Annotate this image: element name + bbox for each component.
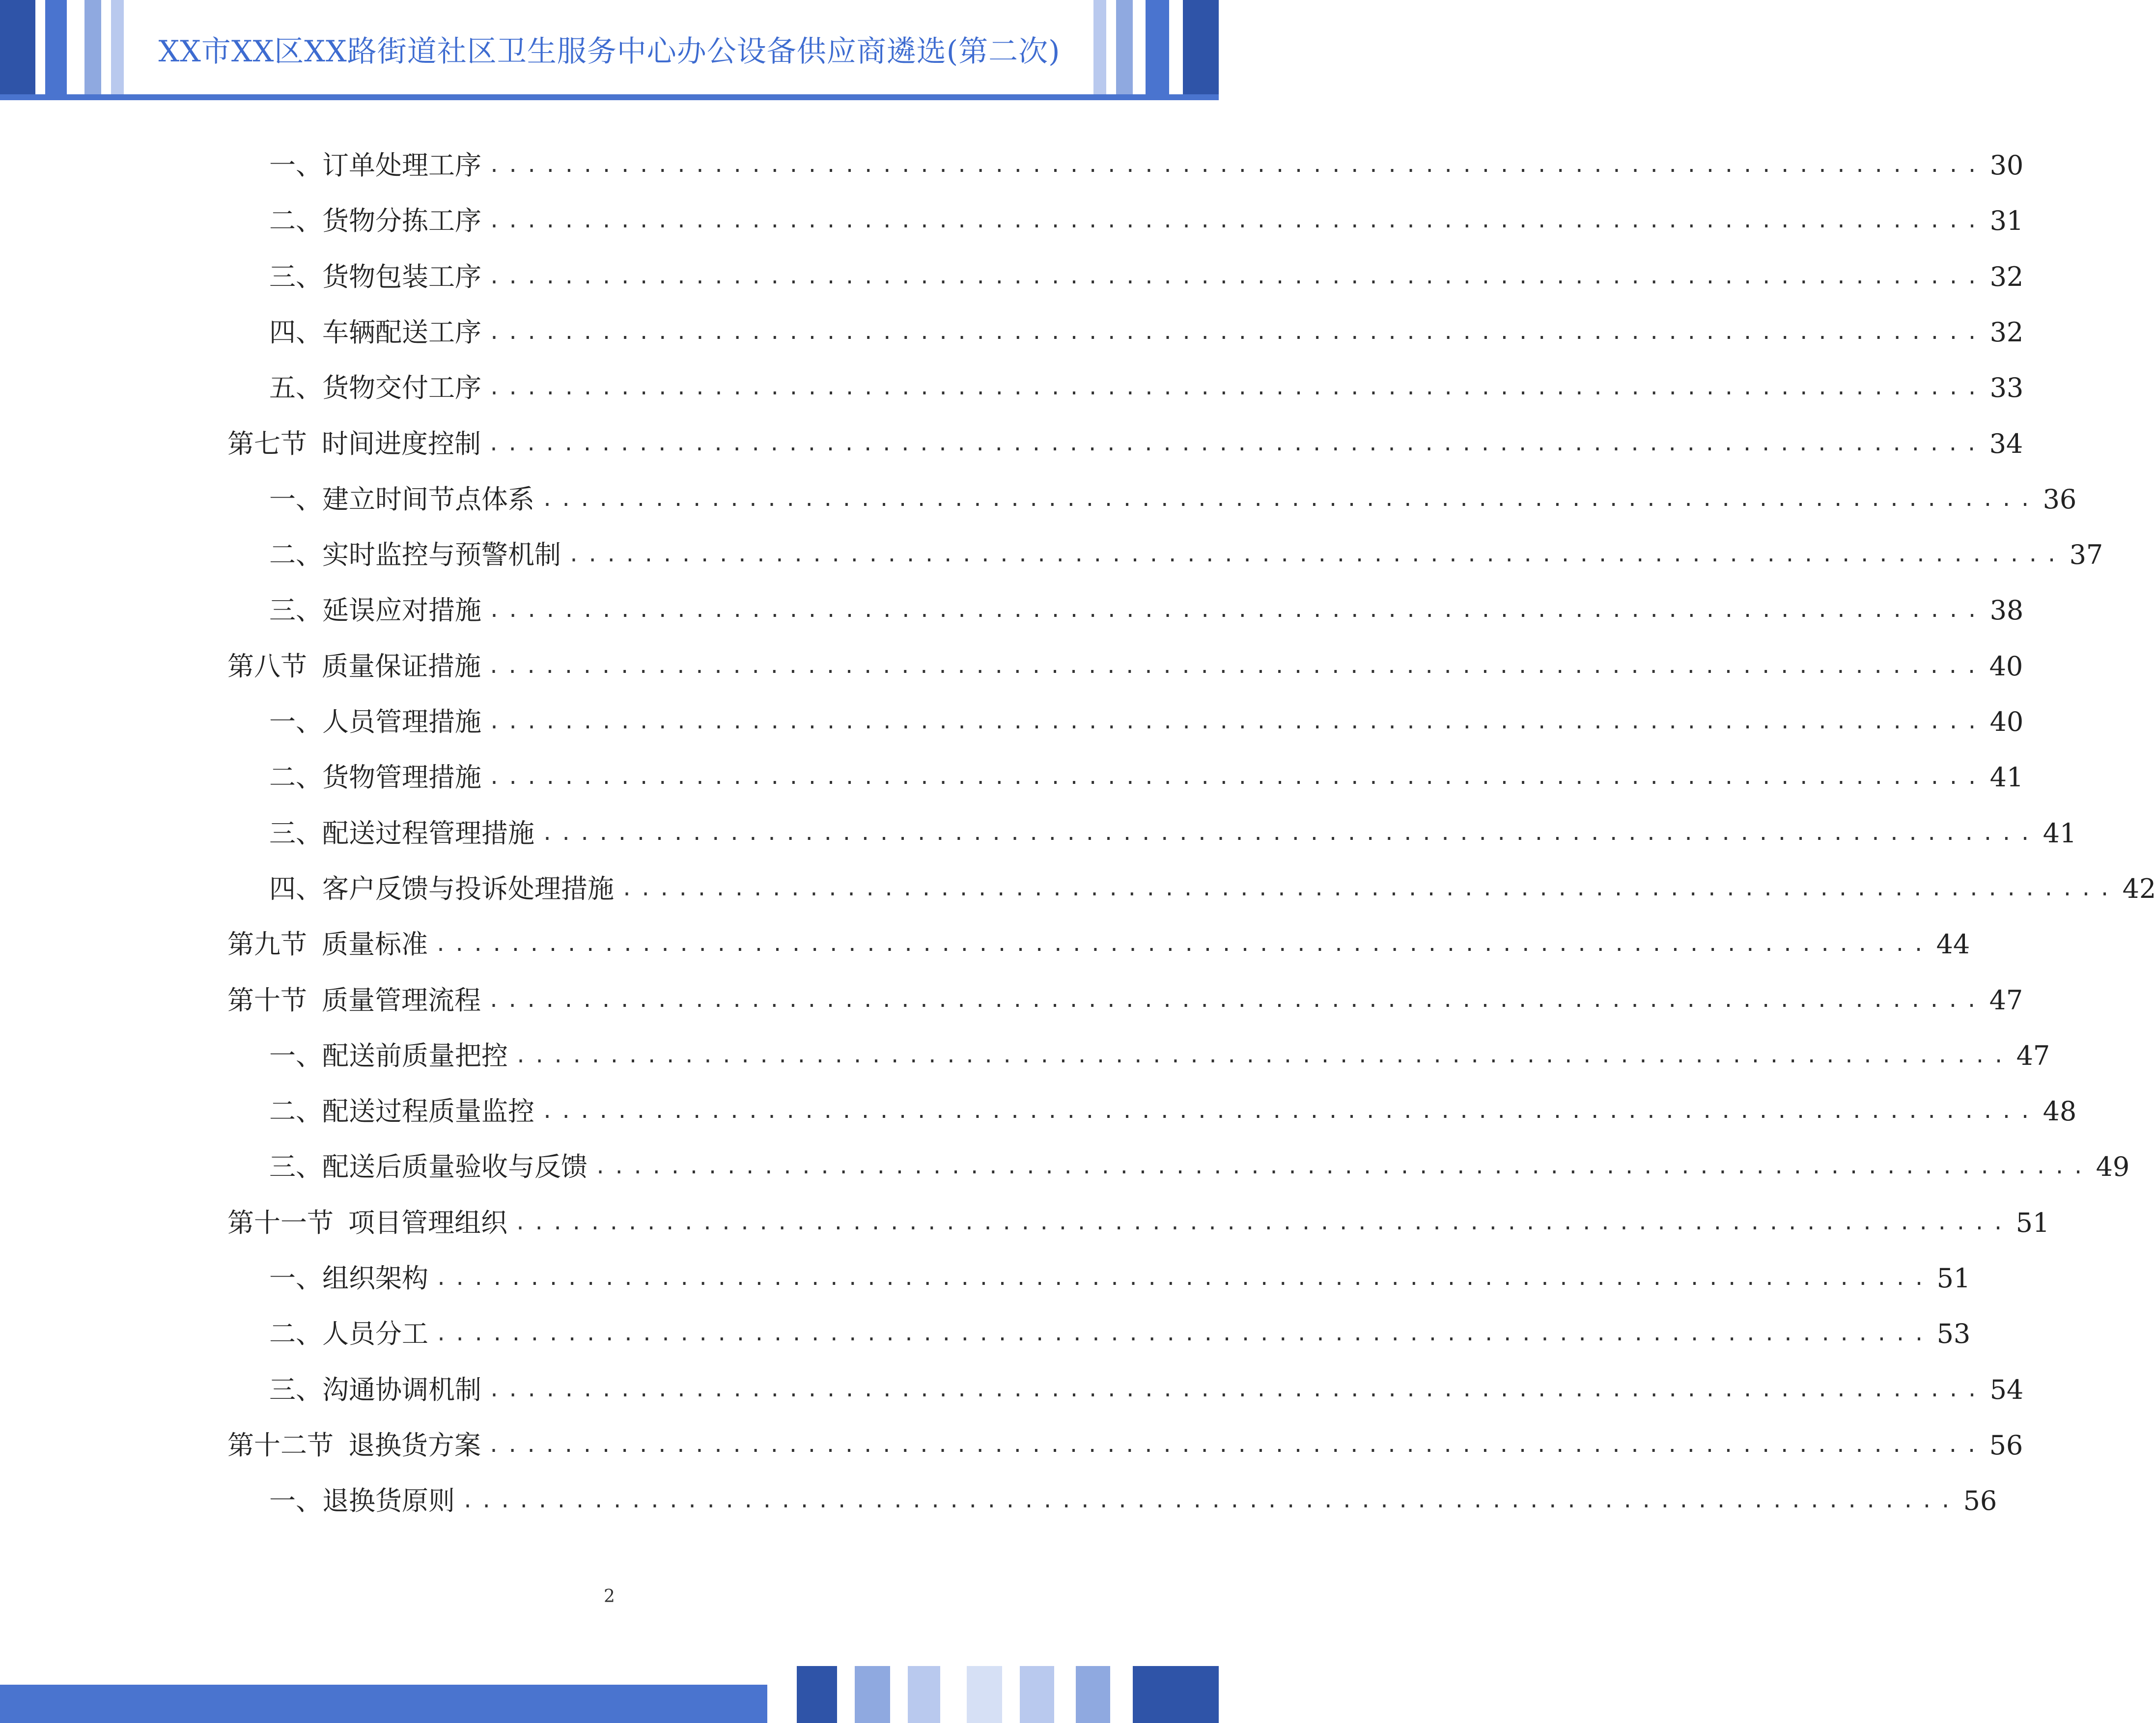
footer-decor-block bbox=[855, 1666, 890, 1723]
header-decor-bar bbox=[84, 0, 101, 94]
toc-entry-page: 47 bbox=[1989, 984, 2023, 1016]
toc-entry-page: 42 bbox=[2122, 873, 2156, 904]
toc-dot-leader: ................................................................................ bbox=[488, 265, 1985, 288]
toc-dot-leader: ................................................................................ bbox=[488, 599, 1985, 622]
toc-entry-number: 第十一节 bbox=[227, 1207, 334, 1238]
toc-dot-leader: ................................................................................ bbox=[488, 711, 1985, 733]
toc-entry-number: 一、 bbox=[269, 706, 322, 737]
toc-entry-title: 组织架构 bbox=[322, 1263, 428, 1294]
toc-entry-page: 32 bbox=[1989, 316, 2024, 348]
toc-entry-title: 项目管理组织 bbox=[348, 1207, 507, 1238]
page-header bbox=[0, 0, 1219, 106]
toc-entry-title: 建立时间节点体系 bbox=[322, 483, 534, 515]
toc-entry-title: 车辆配送工序 bbox=[322, 316, 481, 348]
toc-entry-number: 一、 bbox=[269, 150, 322, 181]
toc-entry-number: 一、 bbox=[269, 483, 322, 515]
toc-dot-leader: ................................................................................ bbox=[568, 544, 2065, 567]
toc-dot-leader: ................................................................................ bbox=[488, 154, 1985, 177]
toc-entry[interactable] bbox=[269, 250, 2024, 305]
toc-entry-page: 38 bbox=[1989, 595, 2024, 626]
toc-entry[interactable] bbox=[227, 973, 2023, 1028]
toc-entry[interactable] bbox=[269, 194, 2024, 249]
toc-entry[interactable] bbox=[269, 528, 2103, 583]
toc-dot-leader: ................................................................................ bbox=[488, 766, 1985, 789]
toc-entry[interactable] bbox=[269, 1473, 1997, 1528]
toc-entry-title: 退换货方案 bbox=[348, 1429, 481, 1461]
footer-decor-block bbox=[908, 1666, 940, 1723]
toc-dot-leader: ................................................................................ bbox=[488, 1378, 1985, 1401]
toc-entry[interactable] bbox=[269, 1084, 2077, 1139]
toc-dot-leader: ................................................................................ bbox=[488, 432, 1985, 455]
toc-entry-number: 四、 bbox=[269, 316, 322, 348]
toc-entry[interactable] bbox=[269, 1251, 1971, 1306]
toc-entry-page: 53 bbox=[1936, 1318, 1971, 1350]
toc-dot-leader: ................................................................................ bbox=[488, 989, 1985, 1012]
toc-entry-number: 三、 bbox=[269, 817, 322, 849]
toc-entry-number: 五、 bbox=[269, 372, 322, 404]
toc-entry-title: 实时监控与预警机制 bbox=[322, 539, 561, 571]
toc-dot-leader: ................................................................................ bbox=[594, 1156, 2091, 1179]
toc-entry-page: 56 bbox=[1989, 1429, 2023, 1461]
toc-entry-number: 第八节 bbox=[227, 650, 307, 682]
toc-dot-leader: ................................................................................ bbox=[488, 321, 1985, 344]
toc-entry-page: 48 bbox=[2043, 1096, 2077, 1127]
toc-entry-page: 41 bbox=[1989, 762, 2024, 793]
header-decor-bar bbox=[0, 0, 35, 94]
toc-entry-title: 沟通协调机制 bbox=[322, 1374, 481, 1405]
toc-entry[interactable] bbox=[269, 1306, 1971, 1362]
header-divider bbox=[0, 94, 1219, 100]
toc-entry-number: 二、 bbox=[269, 539, 322, 571]
toc-dot-leader: ................................................................................ bbox=[435, 1323, 1932, 1346]
toc-entry[interactable] bbox=[227, 417, 2023, 472]
toc-entry[interactable] bbox=[269, 1139, 2130, 1195]
header-decor-bar bbox=[1116, 0, 1133, 94]
toc-entry[interactable] bbox=[269, 472, 2077, 527]
toc-entry-title: 订单处理工序 bbox=[322, 150, 481, 181]
toc-entry-page: 34 bbox=[1989, 428, 2023, 459]
footer-decor-bar bbox=[0, 1685, 767, 1723]
toc-entry-title: 货物交付工序 bbox=[322, 372, 481, 404]
toc-entry-title: 货物分拣工序 bbox=[322, 205, 481, 237]
toc-entry[interactable] bbox=[227, 917, 1970, 972]
toc-dot-leader: ................................................................................ bbox=[435, 1267, 1932, 1290]
toc-entry-page: 40 bbox=[1989, 706, 2024, 737]
toc-entry-number: 二、 bbox=[269, 205, 322, 237]
toc-entry[interactable] bbox=[227, 1418, 2023, 1473]
toc-entry-page: 30 bbox=[1989, 150, 2024, 181]
document-title: XX市XX区XX路街道社区卫生服务中心办公设备供应商遴选(第二次) bbox=[158, 34, 1061, 69]
toc-entry-page: 36 bbox=[2043, 483, 2077, 515]
toc-entry-page: 47 bbox=[2016, 1040, 2050, 1071]
toc-entry-page: 49 bbox=[2096, 1151, 2130, 1183]
toc-dot-leader: ................................................................................ bbox=[488, 1434, 1985, 1457]
toc-entry-number: 二、 bbox=[269, 1096, 322, 1127]
toc-entry-page: 33 bbox=[1989, 372, 2024, 404]
toc-dot-leader: ................................................................................ bbox=[488, 377, 1985, 400]
toc-dot-leader: ................................................................................ bbox=[541, 822, 2038, 845]
page-number: 2 bbox=[604, 1586, 615, 1607]
toc-entry-title: 配送过程质量监控 bbox=[322, 1096, 534, 1127]
toc-dot-leader: ................................................................................ bbox=[541, 488, 2038, 511]
footer-decor-block bbox=[967, 1666, 1002, 1723]
toc-entry-number: 二、 bbox=[269, 1318, 322, 1350]
toc-entry-page: 51 bbox=[1936, 1263, 1971, 1294]
header-decor-bar bbox=[1183, 0, 1219, 94]
footer-decor-block bbox=[1020, 1666, 1054, 1723]
toc-entry-title: 客户反馈与投诉处理措施 bbox=[322, 873, 614, 904]
toc-entry-number: 第七节 bbox=[227, 428, 307, 459]
toc-entry-number: 第十二节 bbox=[227, 1429, 334, 1461]
toc-entry-number: 三、 bbox=[269, 1374, 322, 1405]
toc-entry-title: 配送前质量把控 bbox=[322, 1040, 508, 1071]
toc-entry-number: 三、 bbox=[269, 595, 322, 626]
toc-dot-leader: ................................................................................ bbox=[514, 1211, 2011, 1234]
footer-decor-block bbox=[1076, 1666, 1110, 1723]
toc-entry[interactable] bbox=[269, 1028, 2050, 1084]
toc-entry-page: 44 bbox=[1936, 929, 1970, 960]
toc-entry-page: 37 bbox=[2069, 539, 2103, 571]
toc-entry-page: 51 bbox=[2016, 1207, 2050, 1238]
header-decor-bar bbox=[1093, 0, 1106, 94]
toc-entry-title: 配送过程管理措施 bbox=[322, 817, 534, 849]
toc-entry[interactable] bbox=[269, 1362, 2024, 1417]
toc-entry-title: 配送后质量验收与反馈 bbox=[322, 1151, 588, 1183]
toc-entry-title: 质量保证措施 bbox=[322, 650, 481, 682]
toc-entry-number: 一、 bbox=[269, 1485, 322, 1517]
toc-entry-title: 货物管理措施 bbox=[322, 762, 481, 793]
toc-entry-page: 56 bbox=[1963, 1485, 1997, 1517]
toc-entry-number: 第九节 bbox=[227, 929, 307, 960]
toc-entry-title: 货物包装工序 bbox=[322, 261, 481, 292]
toc-entry-title: 延误应对措施 bbox=[322, 595, 481, 626]
toc-entry-title: 质量标准 bbox=[322, 929, 428, 960]
toc-entry[interactable] bbox=[269, 361, 2024, 416]
toc-entry-number: 四、 bbox=[269, 873, 322, 904]
toc-dot-leader: ................................................................................ bbox=[488, 655, 1985, 678]
toc-entry-page: 54 bbox=[1989, 1374, 2024, 1405]
toc-dot-leader: ................................................................................ bbox=[488, 210, 1985, 233]
toc-entry[interactable] bbox=[227, 1195, 2050, 1251]
toc-entry-number: 一、 bbox=[269, 1263, 322, 1294]
toc-entry-title: 质量管理流程 bbox=[322, 984, 481, 1016]
toc-entry[interactable] bbox=[227, 639, 2023, 694]
toc-entry-title: 人员分工 bbox=[322, 1318, 428, 1350]
toc-entry-number: 三、 bbox=[269, 1151, 322, 1183]
toc-dot-leader: ................................................................................ bbox=[515, 1044, 2012, 1067]
footer-decor-block bbox=[797, 1666, 837, 1723]
toc-dot-leader: ................................................................................ bbox=[541, 1100, 2038, 1123]
toc-entry[interactable] bbox=[269, 806, 2077, 861]
toc-entry[interactable] bbox=[269, 583, 2024, 638]
header-decor-bar bbox=[45, 0, 67, 94]
footer-decor-block bbox=[1133, 1666, 1219, 1723]
toc-entry-title: 人员管理措施 bbox=[322, 706, 481, 737]
toc-entry-page: 32 bbox=[1989, 261, 2024, 292]
toc-entry-number: 第十节 bbox=[227, 984, 307, 1016]
toc-entry-number: 一、 bbox=[269, 1040, 322, 1071]
header-decor-bar bbox=[111, 0, 124, 94]
toc-dot-leader: ................................................................................ bbox=[435, 933, 1932, 956]
toc-entry-page: 41 bbox=[2043, 817, 2077, 849]
toc-entry-number: 三、 bbox=[269, 261, 322, 292]
toc-entry-title: 退换货原则 bbox=[322, 1485, 455, 1517]
toc-entry[interactable] bbox=[269, 695, 2024, 750]
toc-entry[interactable] bbox=[269, 305, 2024, 360]
toc-entry[interactable] bbox=[269, 862, 2156, 917]
toc-entry-page: 40 bbox=[1989, 650, 2023, 682]
toc-entry-number: 二、 bbox=[269, 762, 322, 793]
toc-entry-title: 时间进度控制 bbox=[322, 428, 481, 459]
header-decor-bar bbox=[1146, 0, 1169, 94]
toc-entry[interactable] bbox=[269, 750, 2024, 805]
toc-entry[interactable] bbox=[269, 138, 2024, 193]
toc-dot-leader: ................................................................................ bbox=[462, 1490, 1959, 1513]
toc-entry-page: 31 bbox=[1989, 205, 2024, 237]
toc-dot-leader: ................................................................................ bbox=[621, 877, 2118, 900]
